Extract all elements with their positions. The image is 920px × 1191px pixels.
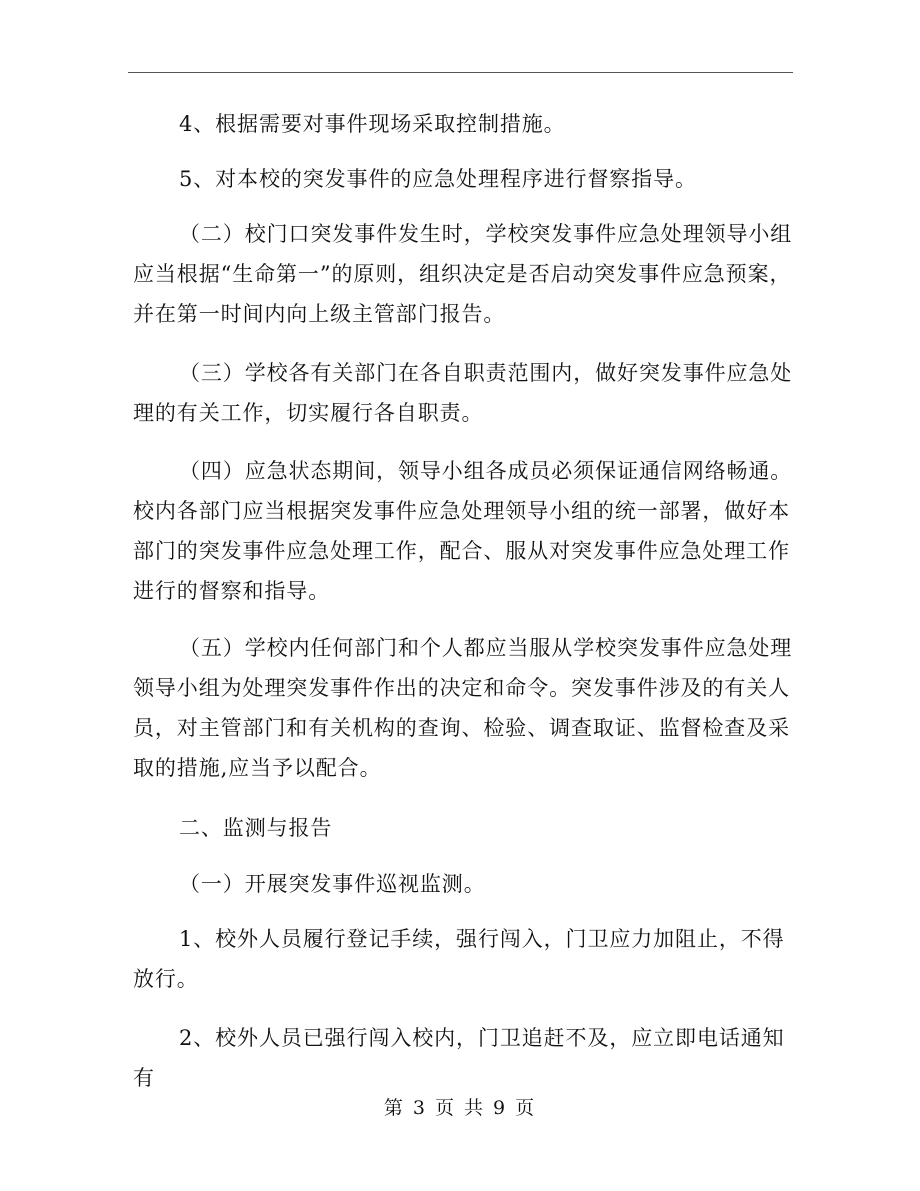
paragraph-item-5: 5、对本校的突发事件的应急处理程序进行督察指导。 bbox=[179, 167, 697, 191]
paragraph-visitor-registration: 1、校外人员履行登记手续，强行闯入，门卫应力加阻止，不得放行。 bbox=[133, 927, 785, 991]
paragraph-section-3: （三）学校各有关部门在各自职责范围内，做好突发事件应急处理的有关工作，切实履行各自职责。 bbox=[133, 361, 793, 425]
page-number: 第 3 页 共 9 页 bbox=[383, 1097, 537, 1119]
paragraph-item-4: 4、根据需要对事件现场采取控制措施。 bbox=[179, 112, 566, 136]
subheading-patrol-monitoring: （一）开展突发事件巡视监测。 bbox=[179, 872, 486, 896]
paragraph-forced-entry: 2、校外人员已强行闯入校内，门卫追赶不及，应立即电话通知有 bbox=[133, 1026, 785, 1090]
heading-monitoring-report: 二、监测与报告 bbox=[179, 816, 333, 840]
header-rule bbox=[128, 72, 793, 73]
paragraph-section-2: （二）校门口突发事件发生时，学校突发事件应急处理领导小组应当根据“生命第一”的原则，组织决定是否启动突发事件应急预案，并在第一时间内向上级主管部门报告。 bbox=[133, 222, 793, 326]
paragraph-section-5: （五）学校内任何部门和个人都应当服从学校突发事件应急处理领导小组为处理突发事件作出的决定和命令。突发事件涉及的有关人员，对主管部门和有关机构的查询、检验、调查取证、监督检查及采取的措施,应当予以配合。 bbox=[133, 636, 793, 780]
paragraph-section-4: （四）应急状态期间，领导小组各成员必须保证通信网络畅通。校内各部门应当根据突发事件应急处理领导小组的统一部署，做好本部门的突发事件应急处理工作，配合、服从对突发事件应急处理工作进行的督察和指导。 bbox=[133, 459, 793, 603]
